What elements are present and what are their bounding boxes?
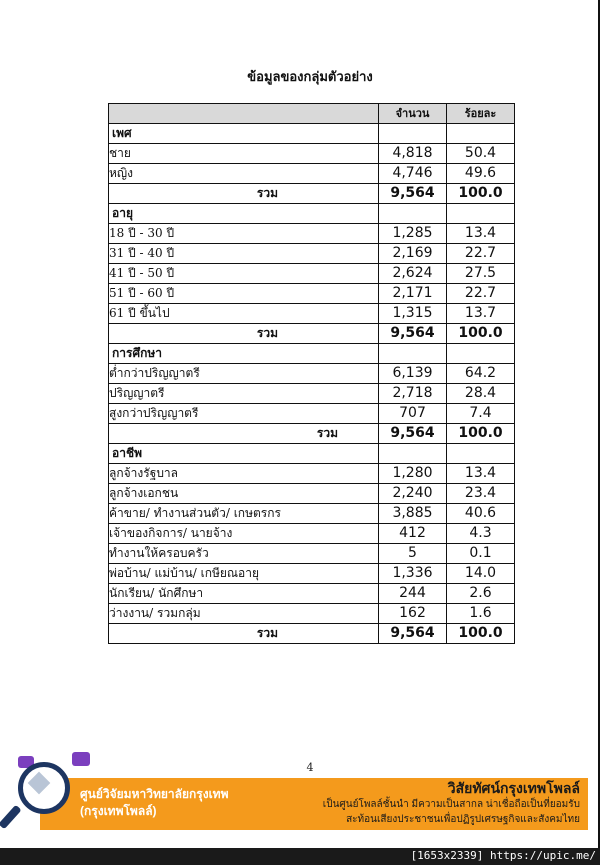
row-count: 412 <box>379 524 447 544</box>
total-label: รวม <box>109 324 379 344</box>
total-count: 9,564 <box>379 184 447 204</box>
row-count: 4,818 <box>379 144 447 164</box>
section-heading: อาชีพ <box>109 444 379 464</box>
header-count: จำนวน <box>379 104 447 124</box>
row-percent: 49.6 <box>447 164 515 184</box>
row-label: 41 ปี - 50 ปี <box>109 264 379 284</box>
total-row <box>109 324 515 344</box>
total-label: รวม <box>109 184 379 204</box>
row-percent: 0.1 <box>447 544 515 564</box>
row-percent: 13.4 <box>447 224 515 244</box>
footer-banner <box>0 750 598 846</box>
total-percent: 100.0 <box>447 324 515 344</box>
org-line2: (กรุงเทพโพลล์) <box>80 804 157 818</box>
page-title: ข้อมูลของกลุ่มตัวอย่าง <box>247 70 373 85</box>
chat-bubble-icon <box>72 752 90 766</box>
table-row <box>109 164 515 184</box>
row-percent: 27.5 <box>447 264 515 284</box>
table-row <box>109 244 515 264</box>
total-label: รวม <box>109 424 379 444</box>
total-percent: 100.0 <box>447 624 515 644</box>
table-row <box>109 144 515 164</box>
total-percent: 100.0 <box>447 424 515 444</box>
row-label: ทำงานให้ครอบครัว <box>109 544 379 564</box>
row-label: ลูกจ้างเอกชน <box>109 484 379 504</box>
table-row <box>109 604 515 624</box>
vision-title: วิสัยทัศน์กรุงเทพโพลล์ <box>447 780 580 796</box>
org-line1: ศูนย์วิจัยมหาวิทยาลัยกรุงเทพ <box>80 787 229 801</box>
vision-line2: สะท้อนเสียงประชาชนเพื่อปฏิรูปเศรษฐกิจและสังคมไทย <box>346 814 580 825</box>
row-label: 18 ปี - 30 ปี <box>109 224 379 244</box>
row-label: 61 ปี ขึ้นไป <box>109 304 379 324</box>
row-percent: 2.6 <box>447 584 515 604</box>
row-count: 4,746 <box>379 164 447 184</box>
row-count: 1,315 <box>379 304 447 324</box>
vision-block <box>323 780 580 827</box>
table-row <box>109 384 515 404</box>
table-row <box>109 284 515 304</box>
table-row <box>109 304 515 324</box>
row-percent: 22.7 <box>447 284 515 304</box>
image-info-text[interactable]: [1653x2339] https://upic.me/ <box>410 849 596 862</box>
total-row <box>109 624 515 644</box>
row-percent: 40.6 <box>447 504 515 524</box>
org-name <box>80 786 229 820</box>
row-count: 6,139 <box>379 364 447 384</box>
row-label: ค้าขาย/ ทำงานส่วนตัว/ เกษตรกร <box>109 504 379 524</box>
vision-line1: เป็นศูนย์โพลล์ชั้นนำ มีความเป็นสากล น่าเชื่อถือเป็นที่ยอมรับ <box>322 799 580 810</box>
section-education <box>109 344 515 364</box>
total-row <box>109 424 515 444</box>
row-count: 3,885 <box>379 504 447 524</box>
table-row <box>109 564 515 584</box>
row-percent: 13.7 <box>447 304 515 324</box>
row-percent: 22.7 <box>447 244 515 264</box>
row-label: ต่ำกว่าปริญญาตรี <box>109 364 379 384</box>
table-row <box>109 464 515 484</box>
row-label: นักเรียน/ นักศึกษา <box>109 584 379 604</box>
table-row <box>109 504 515 524</box>
row-count: 1,336 <box>379 564 447 584</box>
total-label: รวม <box>109 624 379 644</box>
page-number: 4 <box>306 761 314 774</box>
section-heading: อายุ <box>109 204 379 224</box>
row-percent: 7.4 <box>447 404 515 424</box>
total-count: 9,564 <box>379 624 447 644</box>
section-heading: เพศ <box>109 124 379 144</box>
table-row <box>109 484 515 504</box>
section-occupation <box>109 444 515 464</box>
section-gender <box>109 124 515 144</box>
table-row <box>109 544 515 564</box>
row-label: พ่อบ้าน/ แม่บ้าน/ เกษียณอายุ <box>109 564 379 584</box>
row-count: 5 <box>379 544 447 564</box>
table-row <box>109 584 515 604</box>
row-label: สูงกว่าปริญญาตรี <box>109 404 379 424</box>
row-percent: 23.4 <box>447 484 515 504</box>
table-row <box>109 524 515 544</box>
total-count: 9,564 <box>379 324 447 344</box>
total-count: 9,564 <box>379 424 447 444</box>
row-count: 2,169 <box>379 244 447 264</box>
row-label: 31 ปี - 40 ปี <box>109 244 379 264</box>
table-row <box>109 224 515 244</box>
row-label: เจ้าของกิจการ/ นายจ้าง <box>109 524 379 544</box>
row-percent: 50.4 <box>447 144 515 164</box>
row-label: 51 ปี - 60 ปี <box>109 284 379 304</box>
row-percent: 28.4 <box>447 384 515 404</box>
section-heading: การศึกษา <box>109 344 379 364</box>
row-label: ลูกจ้างรัฐบาล <box>109 464 379 484</box>
row-count: 244 <box>379 584 447 604</box>
row-count: 2,171 <box>379 284 447 304</box>
sample-table <box>108 103 515 644</box>
row-percent: 1.6 <box>447 604 515 624</box>
row-label: หญิง <box>109 164 379 184</box>
row-count: 1,285 <box>379 224 447 244</box>
row-count: 2,718 <box>379 384 447 404</box>
row-percent: 13.4 <box>447 464 515 484</box>
row-count: 1,280 <box>379 464 447 484</box>
row-percent: 14.0 <box>447 564 515 584</box>
row-percent: 64.2 <box>447 364 515 384</box>
total-percent: 100.0 <box>447 184 515 204</box>
table-row <box>109 404 515 424</box>
viewer-bottom-bar <box>0 848 600 865</box>
row-count: 707 <box>379 404 447 424</box>
row-label: ว่างงาน/ รวมกลุ่ม <box>109 604 379 624</box>
row-percent: 4.3 <box>447 524 515 544</box>
row-count: 2,240 <box>379 484 447 504</box>
row-count: 2,624 <box>379 264 447 284</box>
row-count: 162 <box>379 604 447 624</box>
table-header-row <box>109 104 515 124</box>
total-row <box>109 184 515 204</box>
row-label: ปริญญาตรี <box>109 384 379 404</box>
header-blank <box>109 104 379 124</box>
row-label: ชาย <box>109 144 379 164</box>
header-percent: ร้อยละ <box>447 104 515 124</box>
magnifier-handle <box>0 805 22 830</box>
section-age <box>109 204 515 224</box>
table-row <box>109 364 515 384</box>
table-row <box>109 264 515 284</box>
